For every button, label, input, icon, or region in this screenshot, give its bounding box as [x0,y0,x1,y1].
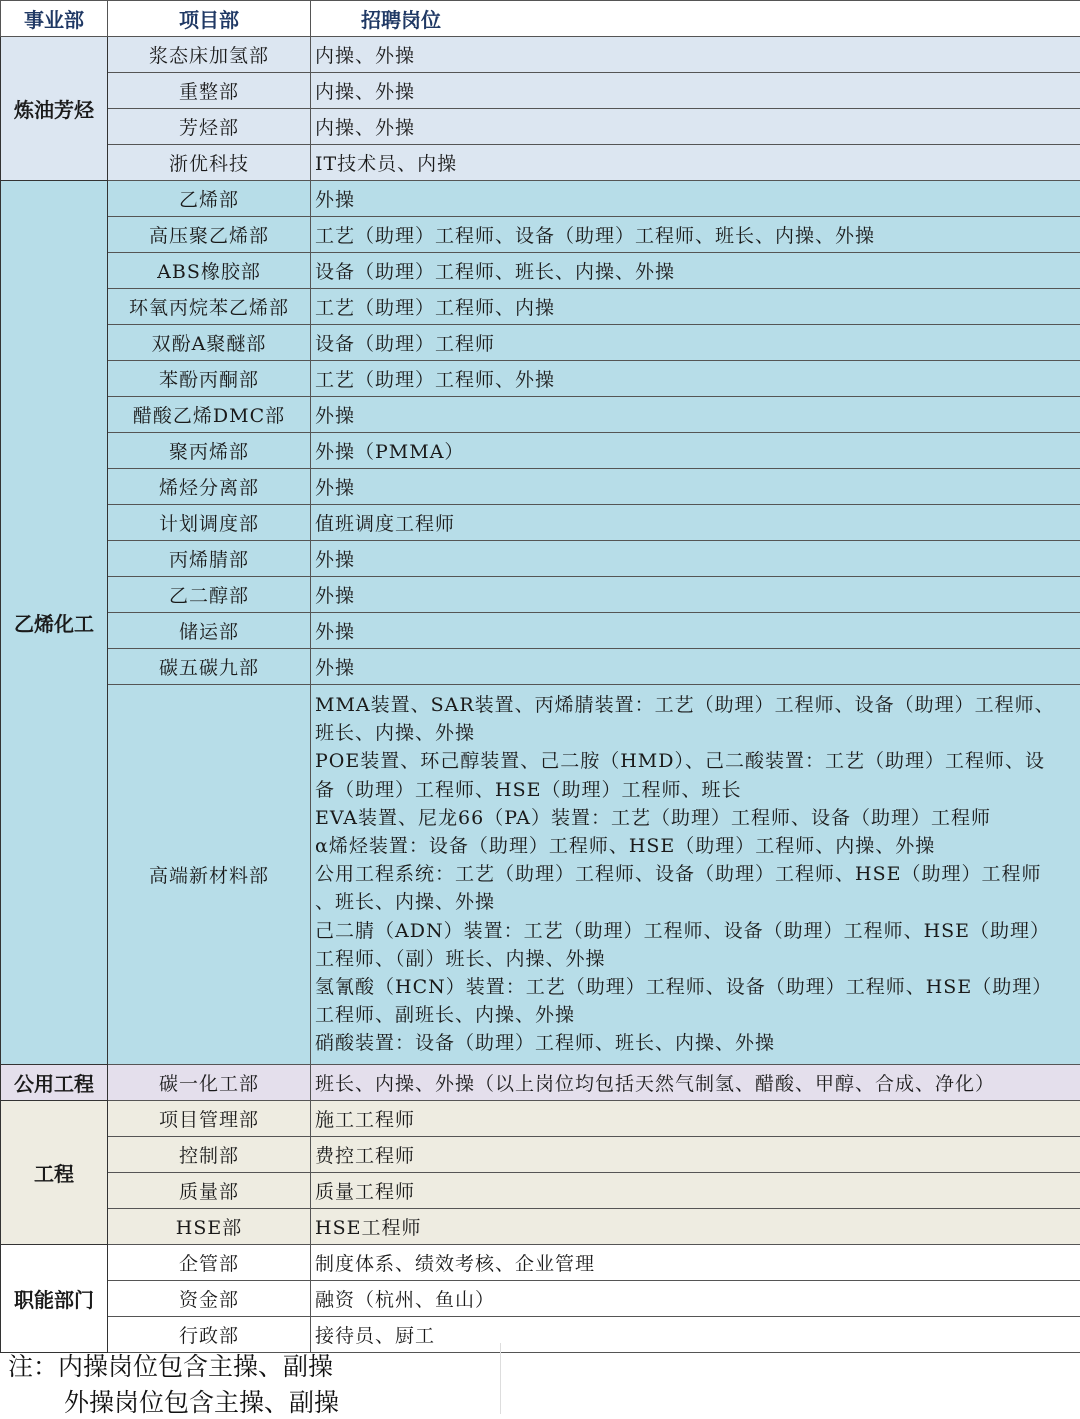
project-cell: ABS橡胶部 [108,253,311,289]
positions-cell: 外操 [311,613,1080,649]
table-row [1,1280,1080,1316]
position-line: 公用工程系统：工艺（助理）工程师、设备（助理）工程师、HSE（助理）工程师 [315,860,1074,888]
project-cell: 环氧丙烷苯乙烯部 [108,289,311,325]
table-row [1,1244,1080,1280]
table-row [1,361,1080,397]
table-row [1,1208,1080,1244]
positions-cell: 值班调度工程师 [311,505,1080,541]
position-line: 己二腈（ADN）装置：工艺（助理）工程师、设备（助理）工程师、HSE（助理） [315,917,1074,945]
positions-cell: 外操 [311,469,1080,505]
project-cell: 行政部 [108,1316,311,1352]
position-line: 班长、内操、外操 [315,719,1074,747]
project-cell: 烯烃分离部 [108,469,311,505]
project-cell: 资金部 [108,1280,311,1316]
table-row [1,73,1080,109]
positions-cell: 外操 [311,541,1080,577]
division-cell: 职能部门 [1,1244,108,1352]
project-cell: 芳烃部 [108,109,311,145]
project-cell: 高端新材料部 [108,685,311,1065]
position-line: POE装置、环己醇装置、己二胺（HMD）、己二酸装置：工艺（助理）工程师、设 [315,747,1074,775]
position-line: 工程师、（副）班长、内操、外操 [315,945,1074,973]
position-line: 氢氰酸（HCN）装置：工艺（助理）工程师、设备（助理）工程师、HSE（助理） [315,973,1074,1001]
table-row [1,685,1080,1065]
positions-cell: 班长、内操、外操（以上岗位均包括天然气制氢、醋酸、甲醇、合成、净化） [311,1064,1080,1100]
positions-cell: IT技术员、内操 [311,145,1080,181]
group-public-utilities [1,1064,1080,1100]
table-row [1,649,1080,685]
position-line: α烯烃装置：设备（助理）工程师、HSE（助理）工程师、内操、外操 [315,832,1074,860]
position-line: 、班长、内操、外操 [315,888,1074,916]
table-row [1,145,1080,181]
division-cell: 炼油芳烃 [1,37,108,181]
project-cell: 乙烯部 [108,181,311,217]
position-line: MMA装置、SAR装置、丙烯腈装置：工艺（助理）工程师、设备（助理）工程师、 [315,691,1074,719]
positions-cell: 融资（杭州、鱼山） [311,1280,1080,1316]
positions-cell: 制度体系、绩效考核、企业管理 [311,1244,1080,1280]
project-cell: 控制部 [108,1136,311,1172]
table-row [1,613,1080,649]
project-cell: 苯酚丙酮部 [108,361,311,397]
project-cell: HSE部 [108,1208,311,1244]
position-line: 工程师、副班长、内操、外操 [315,1001,1074,1029]
positions-cell: 施工工程师 [311,1100,1080,1136]
table-row [1,469,1080,505]
positions-cell: 工艺（助理）工程师、外操 [311,361,1080,397]
group-functional [1,1244,1080,1352]
table-row [1,181,1080,217]
project-cell: 储运部 [108,613,311,649]
project-cell: 乙二醇部 [108,577,311,613]
table-row [1,1064,1080,1100]
project-cell: 企管部 [108,1244,311,1280]
project-cell: 碳一化工部 [108,1064,311,1100]
positions-multiline-cell [311,685,1080,1065]
project-cell: 项目管理部 [108,1100,311,1136]
positions-cell: 接待员、厨工 [311,1316,1080,1352]
table-row [1,1136,1080,1172]
positions-cell: 工艺（助理）工程师、内操 [311,289,1080,325]
project-cell: 丙烯腈部 [108,541,311,577]
positions-cell: 设备（助理）工程师 [311,325,1080,361]
positions-cell: 外操 [311,577,1080,613]
project-cell: 醋酸乙烯DMC部 [108,397,311,433]
table-row [1,433,1080,469]
division-cell: 工程 [1,1100,108,1244]
table-row [1,505,1080,541]
project-cell: 浙优科技 [108,145,311,181]
group-ethylene [1,181,1080,1065]
positions-cell: 内操、外操 [311,73,1080,109]
division-cell: 乙烯化工 [1,181,108,1065]
positions-cell: 工艺（助理）工程师、设备（助理）工程师、班长、内操、外操 [311,217,1080,253]
positions-cell: 外操（PMMA） [311,433,1080,469]
table-row [1,577,1080,613]
position-line: 备（助理）工程师、HSE（助理）工程师、班长 [315,776,1074,804]
division-cell: 公用工程 [1,1064,108,1100]
project-cell: 质量部 [108,1172,311,1208]
header-row [1,1,1080,37]
note-line-2: 外操岗位包含主操、副操 [64,1383,339,1419]
header-project: 项目部 [108,1,311,37]
header-division: 事业部 [1,1,108,37]
positions-cell: 外操 [311,397,1080,433]
group-engineering [1,1100,1080,1244]
project-cell: 聚丙烯部 [108,433,311,469]
table-row [1,37,1080,73]
positions-cell: 外操 [311,181,1080,217]
positions-cell: 外操 [311,649,1080,685]
project-cell: 双酚A聚醚部 [108,325,311,361]
table-row [1,541,1080,577]
table-row [1,397,1080,433]
project-cell: 浆态床加氢部 [108,37,311,73]
table-row [1,1172,1080,1208]
note-line-1: 注：内操岗位包含主操、副操 [8,1347,333,1383]
project-cell: 重整部 [108,73,311,109]
project-cell: 计划调度部 [108,505,311,541]
table-row [1,325,1080,361]
group-refining [1,37,1080,181]
positions-cell: 质量工程师 [311,1172,1080,1208]
positions-cell: HSE工程师 [311,1208,1080,1244]
table-row [1,253,1080,289]
header-positions: 招聘岗位 [311,1,1080,37]
positions-cell: 设备（助理）工程师、班长、内操、外操 [311,253,1080,289]
table-row [1,1100,1080,1136]
positions-cell: 费控工程师 [311,1136,1080,1172]
positions-cell: 内操、外操 [311,37,1080,73]
project-cell: 高压聚乙烯部 [108,217,311,253]
positions-cell: 内操、外操 [311,109,1080,145]
table-row [1,109,1080,145]
project-cell: 碳五碳九部 [108,649,311,685]
table-row [1,217,1080,253]
table-row [1,289,1080,325]
position-line: 硝酸装置：设备（助理）工程师、班长、内操、外操 [315,1029,1074,1057]
position-line: EVA装置、尼龙66（PA）装置：工艺（助理）工程师、设备（助理）工程师 [315,804,1074,832]
